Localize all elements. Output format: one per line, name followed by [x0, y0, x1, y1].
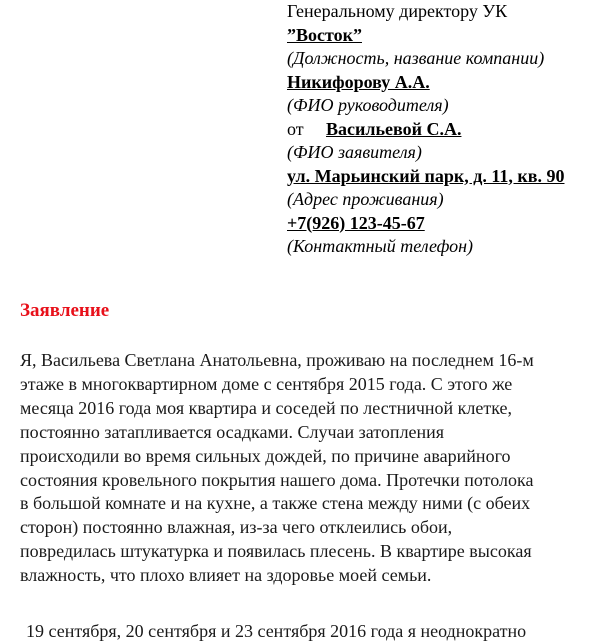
addressee-block	[287, 0, 607, 259]
applicant-name: Васильевой С.А.	[326, 118, 462, 139]
body-line: постоянно затапливается осадками. Случаи затопления	[20, 421, 445, 442]
address: ул. Марьинский парк, д. 11, кв. 90	[287, 165, 565, 186]
body-paragraph-2-partial: 19 сентября, 20 сентября и 23 сентября 2016 года я неоднократно	[26, 621, 527, 641]
body-line: сторон) постоянно влажная, из-за чего отклеились обои,	[20, 517, 453, 538]
applicant-caption: (ФИО заявителя)	[287, 142, 422, 162]
body-paragraph	[20, 349, 605, 588]
phone-caption: (Контактный телефон)	[287, 236, 474, 256]
phone: +7(926) 123-45-67	[287, 212, 425, 233]
company-name: ”Восток”	[287, 24, 362, 45]
body-line: повредилась штукатурка и появилась плесень. В квартире высокая	[20, 541, 532, 562]
body-line: этаже в многоквартирном доме с сентября 2015 года. С этого же	[20, 373, 513, 394]
body-line: влажность, что плохо влияет на здоровье моей семьи.	[20, 565, 432, 586]
director-name: Никифорову А.А.	[287, 71, 430, 92]
address-caption: (Адрес проживания)	[287, 189, 444, 209]
company-caption: (Должность, название компании)	[287, 48, 545, 68]
body-line: в большой комнате и на кухне, а также стена между ними (с обеих	[20, 493, 531, 514]
body-line: Я, Васильева Светлана Анатольевна, проживаю на последнем 16-м	[20, 350, 534, 370]
body-line: месяца 2016 года моя квартира и соседей по лестничной клетке,	[20, 397, 513, 418]
from-word: от	[287, 118, 304, 139]
applicant-line	[287, 118, 607, 142]
addressee-position: Генеральному директору УК	[287, 1, 508, 21]
document-title: Заявление	[20, 300, 110, 321]
body-line: происходили во время сильных дождей, по причине аварийного	[20, 445, 511, 466]
director-caption: (ФИО руководителя)	[287, 95, 449, 115]
body-line: состояния кровельного покрытия нашего дома. Протечки потолока	[20, 469, 534, 490]
